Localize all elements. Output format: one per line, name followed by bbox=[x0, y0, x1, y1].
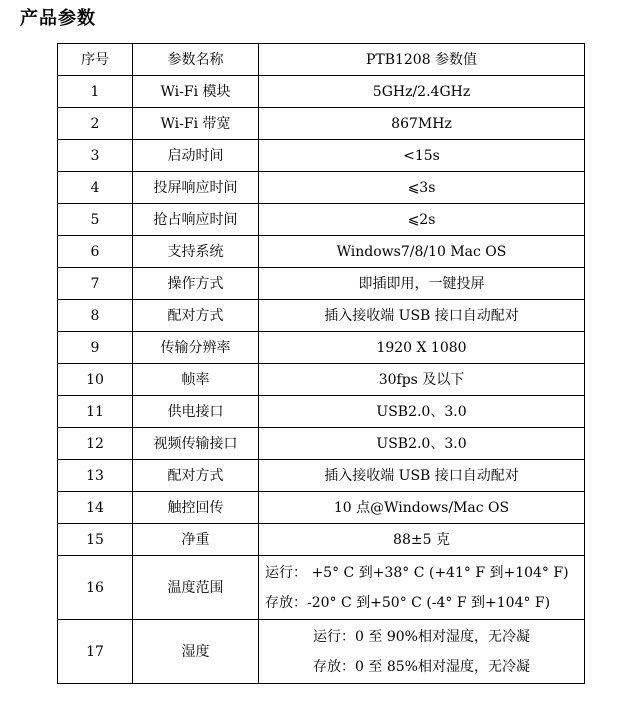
table-row bbox=[58, 236, 585, 268]
cell-name: 启动时间 bbox=[133, 140, 259, 172]
cell-value: 5GHz/2.4GHz bbox=[259, 76, 585, 108]
cell-name: 支持系统 bbox=[133, 236, 259, 268]
cell-value: 1920 X 1080 bbox=[259, 332, 585, 364]
header-no: 序号 bbox=[58, 44, 133, 76]
cell-name: 投屏响应时间 bbox=[133, 172, 259, 204]
cell-value: USB2.0、3.0 bbox=[259, 428, 585, 460]
cell-value: 10 点@Windows/Mac OS bbox=[259, 492, 585, 524]
cell-value bbox=[259, 620, 585, 684]
cell-name: 触控回传 bbox=[133, 492, 259, 524]
cell-name: 配对方式 bbox=[133, 300, 259, 332]
table-row bbox=[58, 492, 585, 524]
cell-no: 7 bbox=[58, 268, 133, 300]
temp-operating: 运行： +5° C 到+38° C (+41° F 到+104° F) bbox=[265, 564, 569, 581]
cell-name: 操作方式 bbox=[133, 268, 259, 300]
cell-value: USB2.0、3.0 bbox=[259, 396, 585, 428]
temp-storage: 存放：-20° C 到+50° C (-4° F 到+104° F) bbox=[265, 594, 551, 611]
table-row bbox=[58, 76, 585, 108]
table-header-row bbox=[58, 44, 585, 76]
cell-value: Windows7/8/10 Mac OS bbox=[259, 236, 585, 268]
cell-name: 湿度 bbox=[133, 620, 259, 684]
cell-no: 3 bbox=[58, 140, 133, 172]
cell-no: 2 bbox=[58, 108, 133, 140]
cell-value: 867MHz bbox=[259, 108, 585, 140]
table-row bbox=[58, 140, 585, 172]
table-row bbox=[58, 108, 585, 140]
cell-no: 5 bbox=[58, 204, 133, 236]
table-row bbox=[58, 620, 585, 684]
table-row bbox=[58, 396, 585, 428]
cell-value: ⩽2s bbox=[259, 204, 585, 236]
table-row bbox=[58, 556, 585, 620]
cell-value: 30fps 及以下 bbox=[259, 364, 585, 396]
table-row bbox=[58, 428, 585, 460]
section-title: 产品参数 bbox=[20, 8, 96, 29]
cell-name: 视频传输接口 bbox=[133, 428, 259, 460]
cell-value: 插入接收端 USB 接口自动配对 bbox=[259, 460, 585, 492]
cell-name: Wi-Fi 模块 bbox=[133, 76, 259, 108]
cell-no: 14 bbox=[58, 492, 133, 524]
table-row bbox=[58, 524, 585, 556]
cell-value: 88±5 克 bbox=[259, 524, 585, 556]
cell-no: 6 bbox=[58, 236, 133, 268]
cell-no: 1 bbox=[58, 76, 133, 108]
table-row bbox=[58, 364, 585, 396]
cell-name: 供电接口 bbox=[133, 396, 259, 428]
cell-no: 15 bbox=[58, 524, 133, 556]
cell-no: 16 bbox=[58, 556, 133, 620]
table-row bbox=[58, 332, 585, 364]
cell-no: 11 bbox=[58, 396, 133, 428]
cell-value: 插入接收端 USB 接口自动配对 bbox=[259, 300, 585, 332]
cell-no: 8 bbox=[58, 300, 133, 332]
product-params-table bbox=[57, 43, 585, 684]
table-row bbox=[58, 460, 585, 492]
cell-name: 净重 bbox=[133, 524, 259, 556]
cell-name: 温度范围 bbox=[133, 556, 259, 620]
cell-no: 4 bbox=[58, 172, 133, 204]
cell-no: 10 bbox=[58, 364, 133, 396]
cell-no: 9 bbox=[58, 332, 133, 364]
cell-value bbox=[259, 556, 585, 620]
cell-name: 帧率 bbox=[133, 364, 259, 396]
table-row bbox=[58, 268, 585, 300]
header-name: 参数名称 bbox=[133, 44, 259, 76]
cell-no: 12 bbox=[58, 428, 133, 460]
cell-name: 抢占响应时间 bbox=[133, 204, 259, 236]
cell-value: <15s bbox=[259, 140, 585, 172]
table-row bbox=[58, 204, 585, 236]
table-row bbox=[58, 300, 585, 332]
cell-name: Wi-Fi 带宽 bbox=[133, 108, 259, 140]
cell-value: 即插即用，一键投屏 bbox=[259, 268, 585, 300]
header-value: PTB1208 参数值 bbox=[259, 44, 585, 76]
humidity-operating: 运行：0 至 90%相对湿度，无冷凝 bbox=[313, 628, 530, 645]
humidity-storage: 存放：0 至 85%相对湿度，无冷凝 bbox=[313, 658, 530, 675]
cell-name: 传输分辨率 bbox=[133, 332, 259, 364]
cell-no: 17 bbox=[58, 620, 133, 684]
cell-name: 配对方式 bbox=[133, 460, 259, 492]
table-row bbox=[58, 172, 585, 204]
cell-no: 13 bbox=[58, 460, 133, 492]
cell-value: ⩽3s bbox=[259, 172, 585, 204]
